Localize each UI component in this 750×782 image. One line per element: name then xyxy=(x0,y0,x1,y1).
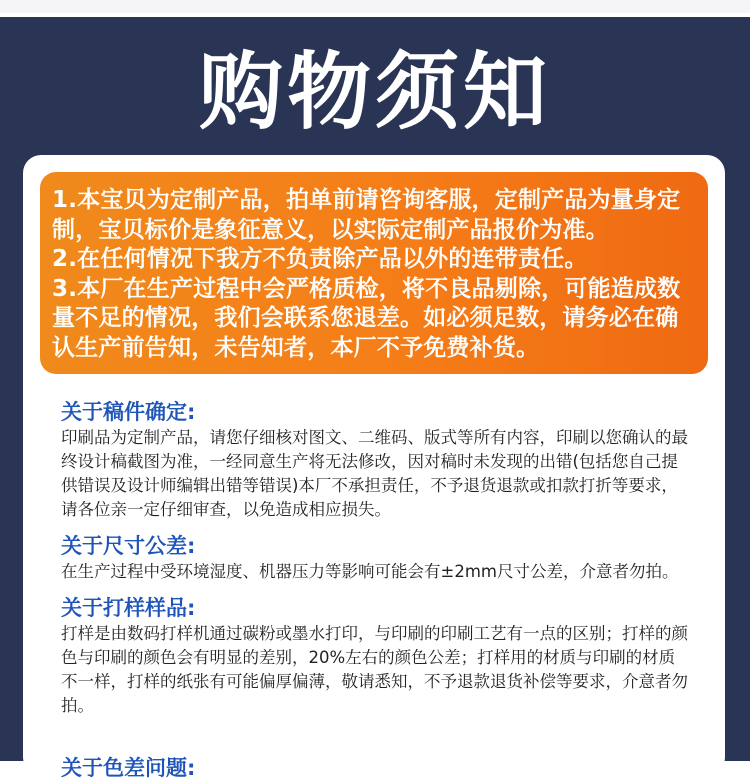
notice-box xyxy=(40,172,708,374)
section-heading: 关于尺寸公差: xyxy=(61,534,196,558)
page-title: 购物须知 xyxy=(198,43,551,141)
section-body: 印刷品为定制产品，请您仔细核对图文、二维码、版式等所有内容，印刷以您确认的最终设计稿截图为准，一经同意生产将无法修改，因对稿时未发现的出错(包括您自己提供错误及设计师编辑出错等错误)本厂不承担责任，不予退货退款或扣款打折等要求，请各位亲一定仔细审查，以免造成相应损失。 xyxy=(61,428,688,519)
section-body: 在生产过程中受环境湿度、机器压力等影响可能会有±2mm尺寸公差，介意者勿拍。 xyxy=(61,562,679,581)
section-manuscript xyxy=(61,398,691,522)
section-heading: 关于打样样品: xyxy=(61,596,196,620)
section-size-tolerance xyxy=(61,532,691,584)
top-strip xyxy=(0,0,750,13)
notice-line-1: 1.本宝贝为定制产品，拍单前请咨询客服，定制产品为量身定制，宝贝标价是象征意义，以实际定制产品报价为准。 xyxy=(52,187,681,243)
sections-list xyxy=(61,398,691,728)
section-body: 打样是由数码打样机通过碳粉或墨水打印，与印刷的印刷工艺有一点的区别；打样的颜色与印刷的颜色会有明显的差别，20%左右的颜色公差；打样用的材质与印刷的材质不一样，打样的纸张有可能偏厚偏薄，敬请悉知，不予退款退货补偿等要求，介意者勿拍。 xyxy=(61,624,688,715)
section-heading: 关于稿件确定: xyxy=(61,400,196,424)
cut-off-heading-text: 关于色差问题: xyxy=(61,756,196,780)
cut-off-heading xyxy=(61,752,261,780)
section-proof-sample xyxy=(61,594,691,718)
notice-line-3: 3.本厂在生产过程中会严格质检，将不良品剔除，可能造成数量不足的情况，我们会联系您退差。如必须足数，请务必在确认生产前告知，未告知者，本厂不予免费补货。 xyxy=(52,275,681,361)
notice-line-2: 2.在任何情况下我方不负责除产品以外的连带责任。 xyxy=(52,246,588,272)
